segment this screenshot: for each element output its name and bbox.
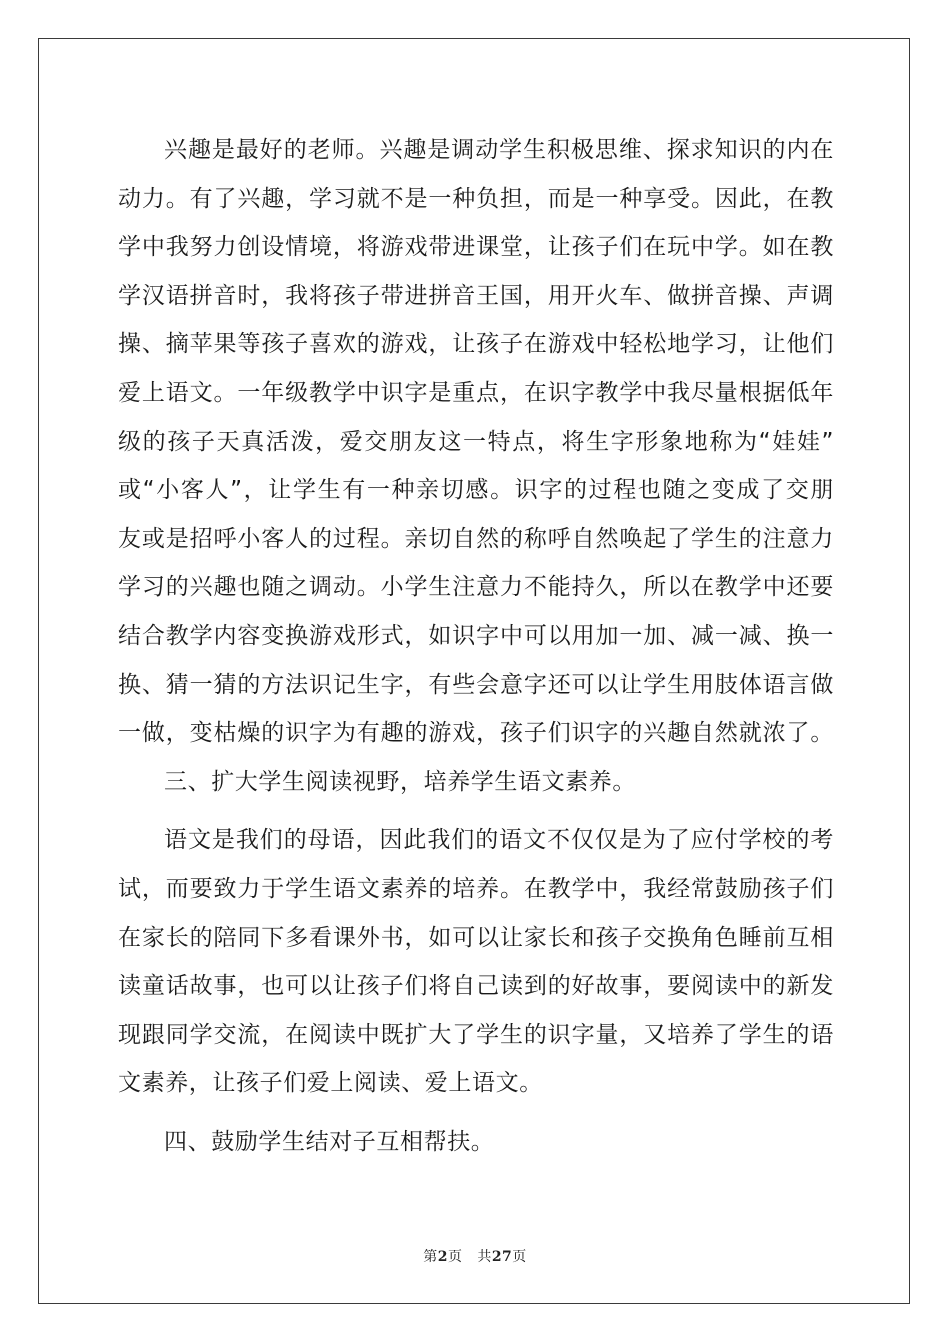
text-line: 操、摘苹果等孩子喜欢的游戏，让孩子在游戏中轻松地学习，让他们 [118, 331, 834, 358]
text-line: 文素养，让孩子们爱上阅读、爱上语文。 [118, 1070, 543, 1097]
text-line: 试，而要致力于学生语文素养的培养。在教学中，我经常鼓励孩子们 [118, 875, 834, 902]
footer-total-suffix: 页 [512, 1249, 527, 1265]
text-line: 结合教学内容变换游戏形式，如识字中可以用加一加、减一减、换一 [118, 622, 834, 649]
section-heading-3: 三、扩大学生阅读视野，培养学生语文素养。 [164, 768, 636, 795]
text-line: 动力。有了兴趣，学习就不是一种负担，而是一种享受。因此，在教 [118, 185, 834, 212]
paragraph-reading [118, 820, 834, 1112]
section-heading-4: 四、鼓励学生结对子互相帮扶。 [164, 1128, 495, 1155]
page-footer [0, 1246, 950, 1266]
footer-total-prefix: 共 [477, 1249, 492, 1265]
text-line: 友或是招呼小客人的过程。亲切自然的称呼自然唤起了学生的注意力 [118, 525, 834, 552]
text-line: 爱上语文。一年级教学中识字是重点，在识字教学中我尽量根据低年 [118, 379, 834, 406]
text-line: 读童话故事，也可以让孩子们将自己读到的好故事，要阅读中的新发 [118, 973, 834, 1000]
text-line: 级的孩子天真活泼，爱交朋友这一特点，将生字形象地称为“娃娃” [118, 428, 834, 455]
text-line: 换、猜一猜的方法识记生字，有些会意字还可以让学生用肢体语言做 [118, 671, 834, 698]
text-line: 学习的兴趣也随之调动。小学生注意力不能持久，所以在教学中还要 [118, 574, 834, 601]
text-line: 兴趣是最好的老师。兴趣是调动学生积极思维、探求知识的内在 [164, 137, 834, 163]
text-line: 学中我努力创设情境，将游戏带进课堂，让孩子们在玩中学。如在教 [118, 234, 834, 261]
text-line: 现跟同学交流，在阅读中既扩大了学生的识字量，又培养了学生的语 [118, 1021, 834, 1048]
text-line: 语文是我们的母语，因此我们的语文不仅仅是为了应付学校的考 [164, 827, 834, 854]
text-line: 一做，变枯燥的识字为有趣的游戏，孩子们识字的兴趣自然就浓了。 [118, 720, 834, 747]
text-line: 在家长的陪同下多看课外书，如可以让家长和孩子交换角色睡前互相 [118, 924, 834, 951]
footer-prefix: 第 [423, 1249, 438, 1265]
current-page-number: 2 [437, 1249, 448, 1265]
footer-page-suffix: 页 [447, 1249, 463, 1265]
document-body [118, 130, 834, 1170]
text-line: 或“小客人”，让学生有一种亲切感。识字的过程也随之变成了交朋 [118, 477, 834, 504]
total-page-count: 27 [491, 1249, 513, 1265]
paragraph-interest [118, 130, 834, 762]
text-line: 学汉语拼音时，我将孩子带进拼音王国，用开火车、做拼音操、声调 [118, 282, 834, 309]
